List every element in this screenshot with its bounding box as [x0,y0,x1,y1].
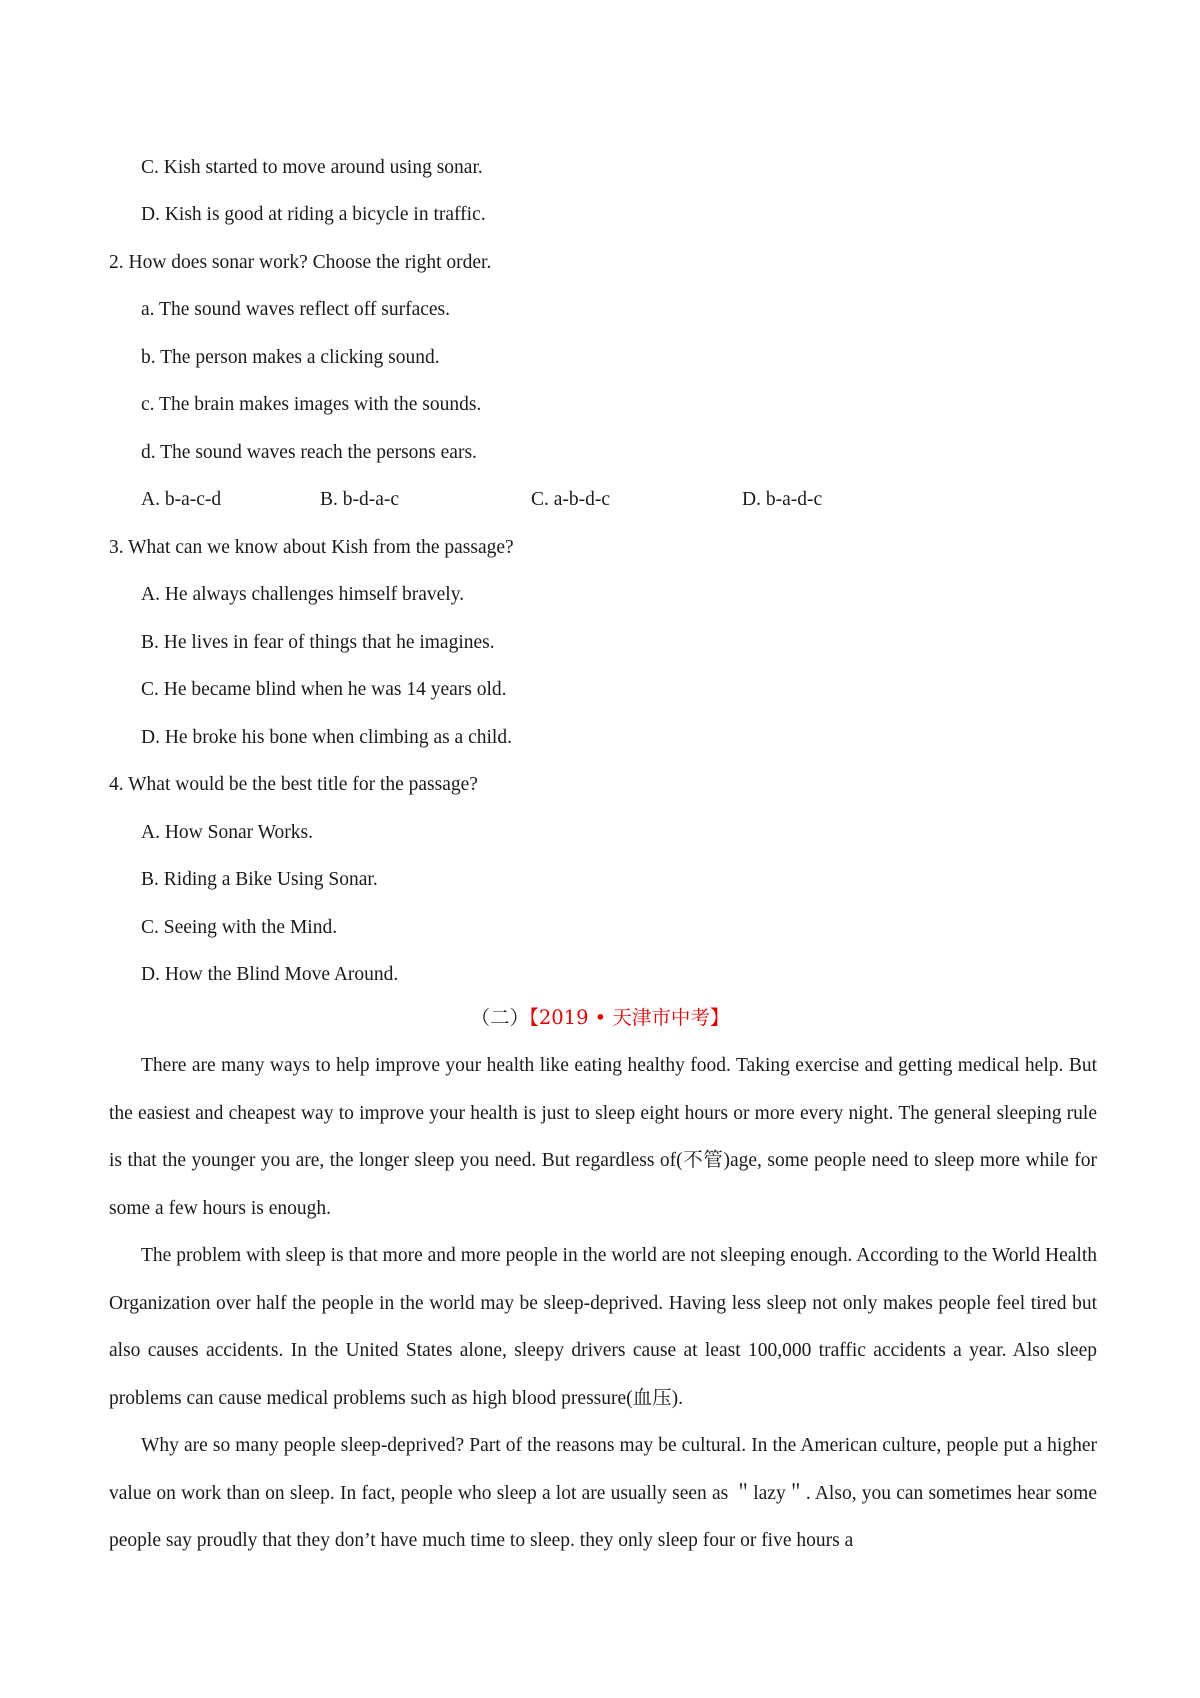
q4-stem: 4. What would be the best title for the passage? [109,774,478,795]
q3-option-c: C. He became blind when he was 14 years old. [141,679,507,700]
q2-options-row [141,488,941,512]
section-number: （二） [470,1008,530,1029]
q1-option-d: D. Kish is good at riding a bicycle in traffic. [141,204,486,225]
q4-option-b: B. Riding a Bike Using Sonar. [141,869,378,890]
q3-stem: 3. What can we know about Kish from the passage? [109,537,514,558]
q2-step-c: c. The brain makes images with the sounds. [141,394,482,415]
q4-option-d: D. How the Blind Move Around. [141,964,399,985]
q4-option-c: C. Seeing with the Mind. [141,917,338,938]
q2-option-a: A. b-a-c-d [141,489,222,510]
q1-option-c: C. Kish started to move around using sonar. [141,157,483,178]
q4-option-a: A. How Sonar Works. [141,822,313,843]
section-source: 【2019 • 天津市中考】 [529,1006,730,1029]
passage-paragraph-3: Why are so many people sleep-deprived? Part of the reasons may be cultural. In the American culture, people put a higher value on work than on sleep. In fact, people who sleep a lot are usually seen as ＂lazy＂. Also, you can sometimes hear some people say proudly that they don’t have much time to sleep. they only sleep four or five hours a [109,1435,1097,1551]
q3-option-d: D. He broke his bone when climbing as a child. [141,727,512,748]
q3-option-b: B. He lives in fear of things that he imagines. [141,632,495,653]
q2-option-c: C. a-b-d-c [531,489,611,510]
q2-option-d: D. b-a-d-c [742,489,823,510]
q3-option-a: A. He always challenges himself bravely. [141,584,465,605]
q2-step-a: a. The sound waves reflect off surfaces. [141,299,450,320]
q2-step-d: d. The sound waves reach the persons ears. [141,442,477,463]
passage-paragraph-2: The problem with sleep is that more and more people in the world are not sleeping enough. According to the World Health Organization over half the people in the world may be sleep-deprived. Having less sleep not only makes people feel tired but also causes accidents. In the United States alone, sleepy drivers cause at least 100,000 traffic accidents a year. Also sleep problems can cause medical problems such as high blood pressure(血压). [109,1245,1097,1409]
q2-step-b: b. The person makes a clicking sound. [141,347,440,368]
q2-stem: 2. How does sonar work? Choose the right order. [109,252,492,273]
passage-paragraph-1: There are many ways to help improve your health like eating healthy food. Taking exercise and getting medical help. But the easiest and cheapest way to improve your health is just to sleep eight hours or more every night. The general sleeping rule is that the younger you are, the longer sleep you need. But regardless of(不管)age, some people need to sleep more while for some a few hours is enough. [109,1055,1097,1219]
q2-option-b: B. b-d-a-c [320,489,400,510]
section-heading [0,1006,1200,1031]
